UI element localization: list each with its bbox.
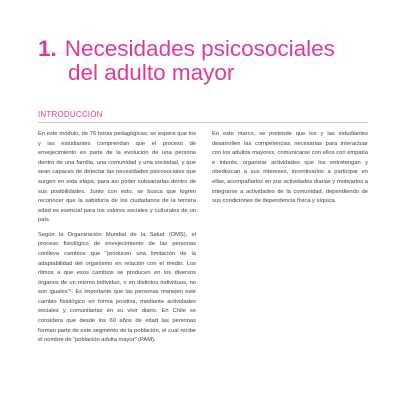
intro-paragraph-3: En este marco, se pretende que los y las estudiantes desarrollen las competencias necesarias para interactuar con los adultos mayores, comunicarse con ellos con empatía e interés, organizar actividades que los entretengan y obedezcan a sus intereses, incentivarlos a participar en ellas, acompañarlos en sus actividades diarias y motivarlos a integrarse a actividades de la comunidad, dependiendo de sus condiciones de dependencia física y síquica. xyxy=(212,131,368,205)
intro-paragraph-1: En este módulo, de 76 horas pedagógicas, se espera que los y las estudiantes comprendan que el proceso de envejecimiento es parte de la evolución de una persona dentro de una familia, una comunidad y una sociedad, y que sean capaces de detectar las necesidades psicosociales que surgen en esta etapa, para así poder subsanarlas dentro de sus posibilidades. Junto con esto, se busca que logren reconocer que la sabiduría de los ciudadanos de la tercera edad es esencial para los valores sociales y culturales de un país. xyxy=(38,131,196,224)
left-text-column xyxy=(38,130,196,351)
chapter-title xyxy=(38,37,378,85)
chapter-title-line-2: del adulto mayor xyxy=(68,60,235,85)
section-heading: INTRODUCCIÓN xyxy=(38,110,103,119)
chapter-number: 1. xyxy=(38,36,57,61)
intro-paragraph-2: Según la Organización Mundial de la Salud (OMS), el proceso fisiológico de envejecimiento de las personas conlleva cambios que “producen una limitación de la adaptabilidad del organismo en relación con el medio. Los ritmos a que esos cambios se producen en los diversos órganos de un mismo individuo, o en distintos individuos, no son iguales”¹. Es importante que las personas manejen este cambio fisiológico en forma positiva, mediante actividades sociales y comunitarias en su vivir diario. En Chile se considera que desde los 60 años de edad las personas forman parte de este segmento de la población, el cual recibe el nombre de “población adulta mayor” (PAM). xyxy=(38,231,196,344)
chapter-title-line-1: Necesidades psicosociales xyxy=(64,36,335,61)
section-divider xyxy=(38,122,368,123)
right-text-column xyxy=(212,130,368,212)
